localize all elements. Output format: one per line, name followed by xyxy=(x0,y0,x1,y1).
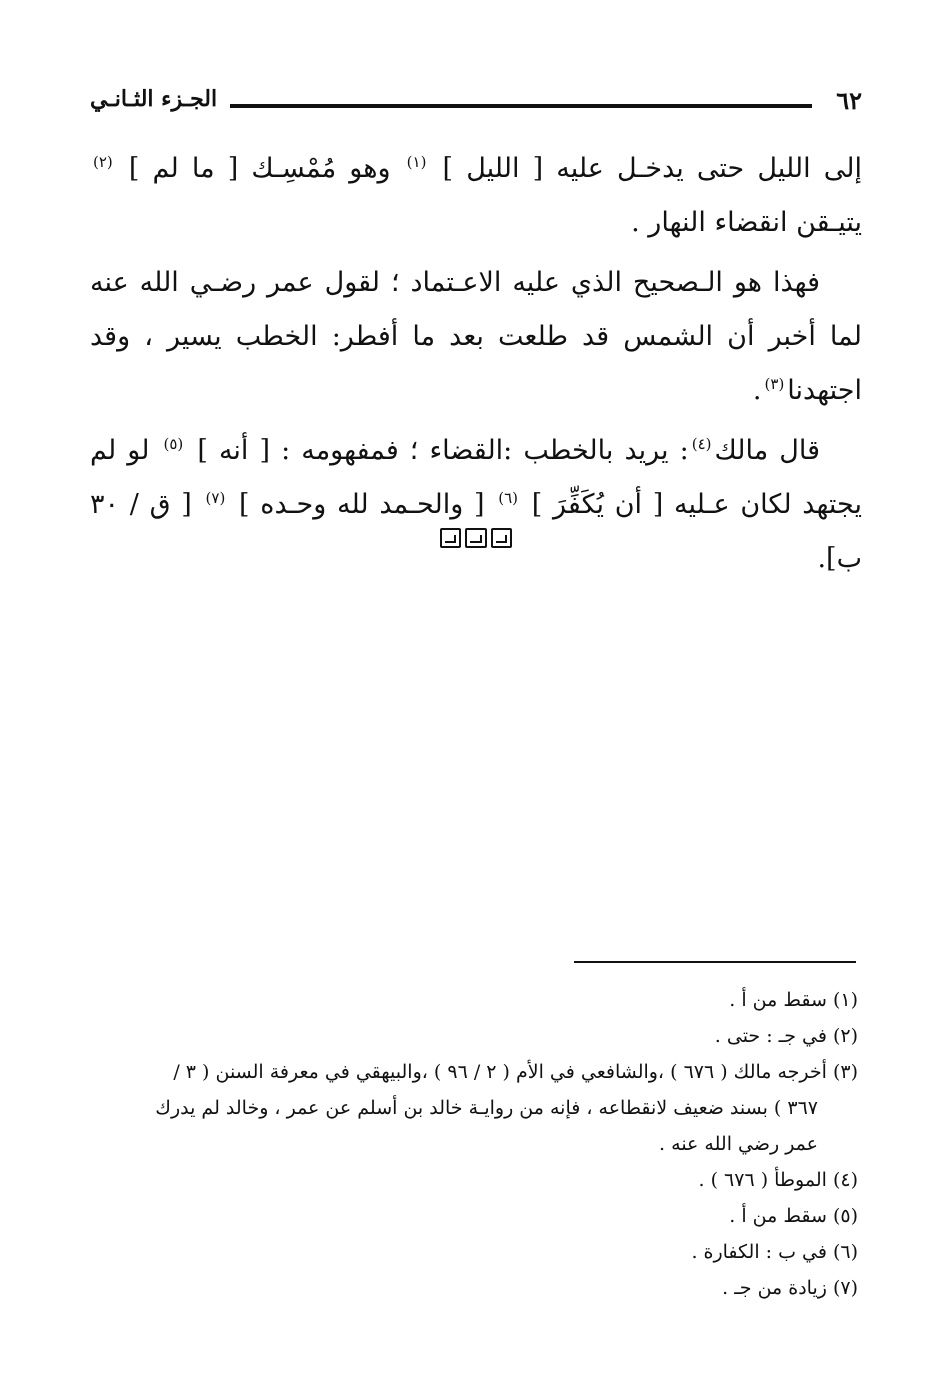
footnote-text: زيادة من جـ . xyxy=(722,1277,827,1299)
footnote xyxy=(88,1054,858,1090)
footnote-continuation xyxy=(88,1090,858,1126)
footnote-text: في جـ : حتى . xyxy=(714,1025,827,1047)
text-segment: : يريد بالخطب :القضاء ؛ فمفهومه : [ أنه ] xyxy=(197,435,689,466)
text-segment: . xyxy=(752,375,762,406)
paragraph-3 xyxy=(90,424,862,586)
ornament-square-icon xyxy=(440,528,461,548)
footnote-text: في ب : الكفارة . xyxy=(691,1241,827,1263)
footnote-number: (٦) xyxy=(832,1241,858,1263)
header-rule xyxy=(230,104,812,108)
footnote-ref: (٦) xyxy=(498,489,519,507)
ornament-square-icon xyxy=(491,528,512,548)
footnote xyxy=(88,1234,858,1270)
footnote-ref: (٢) xyxy=(93,153,113,171)
part-title: الجـزء الثـانـي xyxy=(90,86,218,112)
paragraph-2 xyxy=(90,256,862,418)
footnote-number: (٣) xyxy=(832,1061,858,1083)
text-segment: وهو مُمْسِـك [ ما لم ] xyxy=(128,153,391,184)
footnote-text: سقط من أ . xyxy=(729,1205,827,1227)
footnote xyxy=(88,982,858,1018)
footnote-continuation xyxy=(88,1126,858,1162)
footnote-text: عمر رضي الله عنه . xyxy=(659,1133,818,1155)
footnote-number: (٤) xyxy=(832,1169,858,1191)
footnote-text: ٣٦٧ ) بسند ضعيف لانقطاعه ، فإنه من روايـة خالد بن أسلم عن عمر ، وخالد لم يدرك xyxy=(155,1097,818,1119)
footnote-number: (٥) xyxy=(832,1205,858,1227)
footnote-ref: (٤) xyxy=(691,435,712,453)
footnote-ref: (٧) xyxy=(205,489,226,507)
text-segment: لو لم يجتهد لكان عـليه [ أن يُكَفِّرَ ] xyxy=(90,435,862,520)
text-segment: [ ق / ٣٠ ب]. xyxy=(90,489,862,574)
text-segment: قال مالك xyxy=(714,435,820,466)
footnote-separator xyxy=(574,961,856,963)
footnote xyxy=(88,1198,858,1234)
footnote xyxy=(88,1018,858,1054)
section-end-ornament xyxy=(440,528,512,548)
footnote-ref: (٥) xyxy=(163,435,184,453)
paragraph-1 xyxy=(90,142,862,250)
text-segment: إلى الليل حتى يدخـل عليه [ الليل ] xyxy=(442,153,862,184)
text-segment: يتيـقن انقضاء النهار . xyxy=(631,207,862,238)
footnote-text: الموطأ ( ٦٧٦ ) . xyxy=(698,1169,827,1191)
footnote-number: (٢) xyxy=(832,1025,858,1047)
footnote-text: أخرجه مالك ( ٦٧٦ ) ،والشافعي في الأم ( ٢ / ٩٦ ) ،والبيهقي في معرفة السنن ( ٣ / xyxy=(173,1061,827,1083)
footnote-ref: (١) xyxy=(406,153,427,171)
page-number: ٦٢ xyxy=(836,86,862,115)
footnote-ref: (٣) xyxy=(764,375,785,393)
footnote xyxy=(88,1270,858,1306)
running-header xyxy=(90,86,862,122)
main-text xyxy=(90,142,862,592)
ornament-square-icon xyxy=(465,528,486,548)
footnote-number: (١) xyxy=(832,989,858,1011)
footnote-text: سقط من أ . xyxy=(729,989,827,1011)
footnote-number: (٧) xyxy=(832,1277,858,1299)
text-segment: [ والحـمد لله وحـده ] xyxy=(239,489,485,520)
text-segment: فهذا هو الـصحيح الذي عليه الاعـتماد ؛ لقول عمر رضـي الله عنه لما أخبر أن الشمس قد طلعت بعد ما أفطر: الخطب يسير ، وقد اجتهدنا xyxy=(90,267,862,406)
footnote xyxy=(88,1162,858,1198)
footnotes xyxy=(88,982,858,1306)
